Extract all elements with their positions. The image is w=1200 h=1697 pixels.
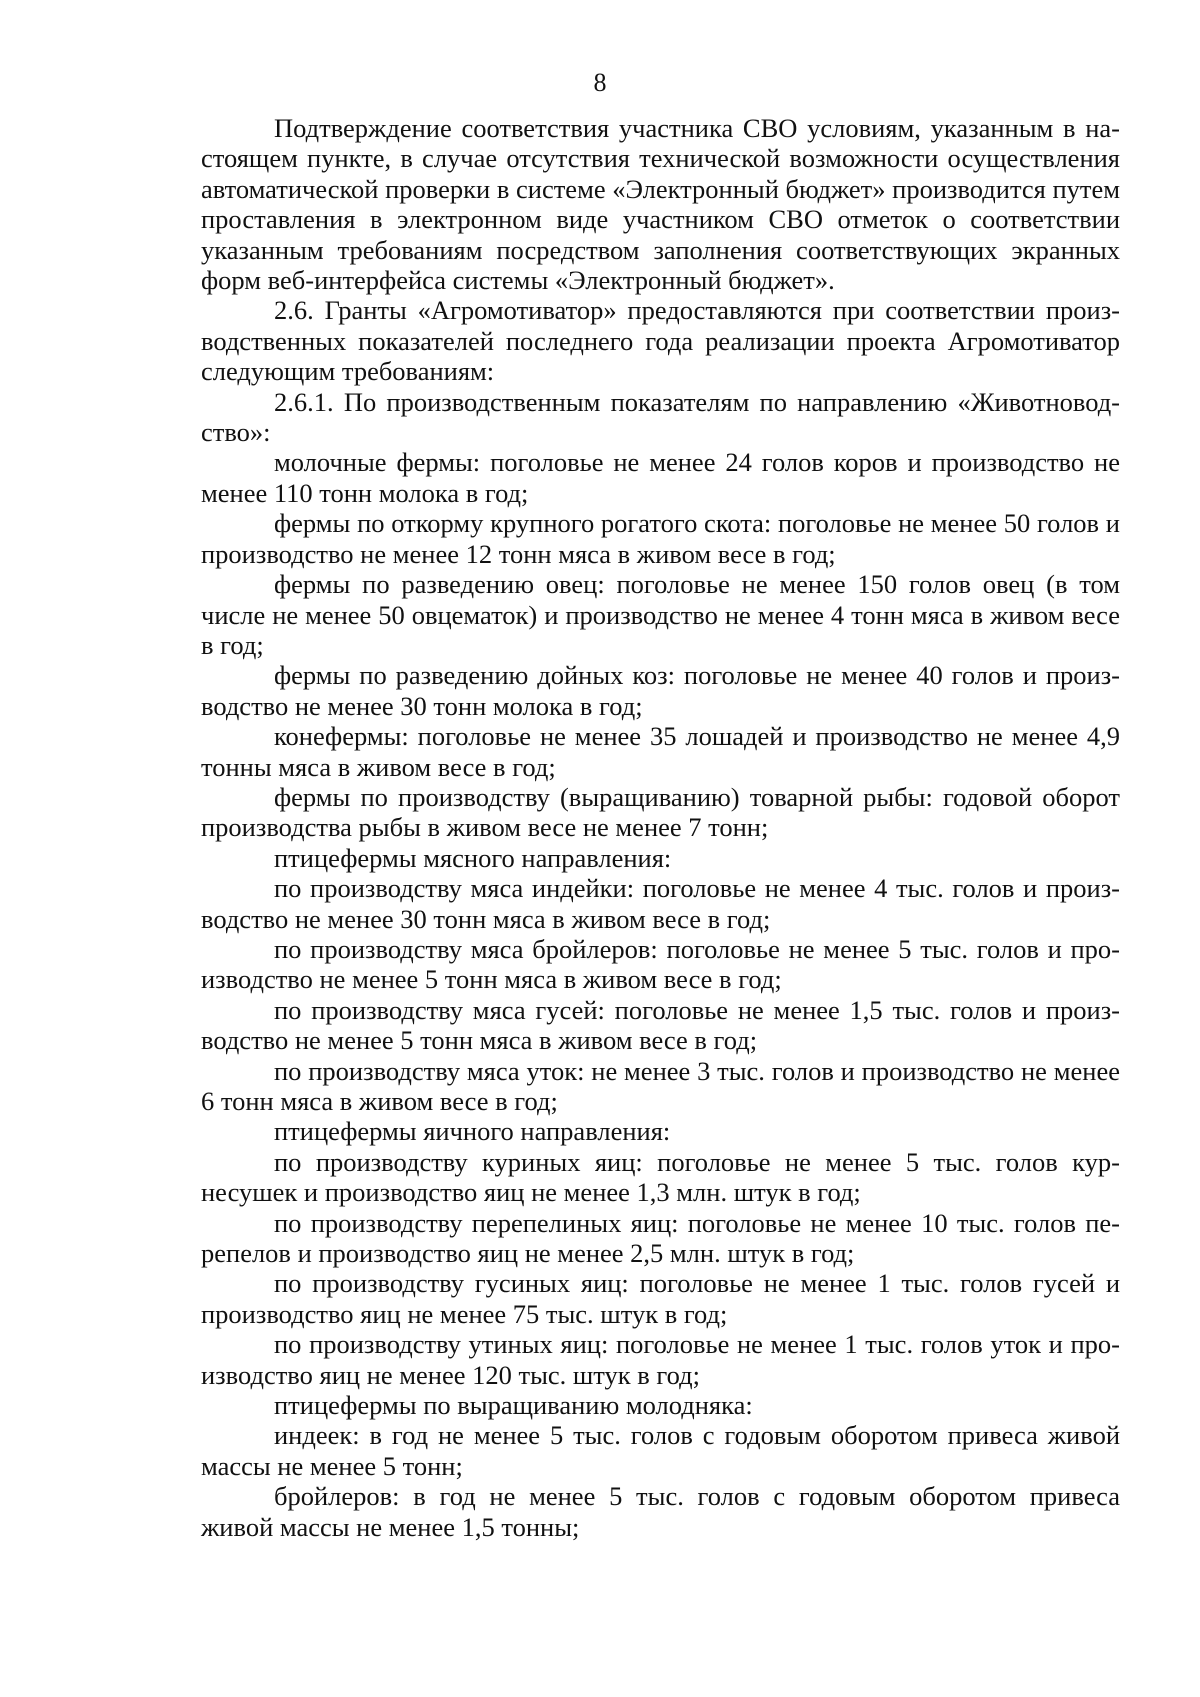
paragraph-young-turkeys: индеек: в год не менее 5 тыс. голов с годовым оборотом привеса живой массы не менее 5 тонн; xyxy=(201,1420,1120,1481)
paragraph-2-6-1: 2.6.1. По производственным показателям по направлению «Животноводство»: xyxy=(201,386,1120,448)
paragraph-svo-confirmation: Подтверждение соответствия участника СВО условиям, указанным в настоящем пункте, в случае отсутствия технической возможности осуществления автоматической проверки в системе «Электронный бюджет» производится путем проставления в электронном виде участником СВО отметок о соответствии указанным требованиям посредством заполнения соответствующих экранных форм веб-интерфейса системы «Электронный бюджет». xyxy=(201,113,1120,296)
paragraph-goat-farms: фермы по разведению дойных коз: поголовье не менее 40 голов и производство не менее 30 тонн молока в год; xyxy=(201,660,1120,721)
paragraph-chicken-eggs: по производству куриных яиц: поголовье не менее 5 тыс. голов курнесушек и производство яиц не менее 1,3 млн. штук в год; xyxy=(201,1146,1120,1208)
page-number: 8 xyxy=(593,68,607,97)
paragraph-goose-eggs: по производству гусиных яиц: поголовье не менее 1 тыс. голов гусей и производство яиц не менее 75 тыс. штук в год; xyxy=(201,1268,1120,1329)
paragraph-young-broilers: бройлеров: в год не менее 5 тыс. голов с годовым оборотом привеса живой массы не менее 1,5 тонны; xyxy=(201,1481,1120,1542)
paragraph-fish-farms: фермы по производству (выращиванию) товарной рыбы: годовой оборот производства рыбы в живом весе не менее 7 тонн; xyxy=(201,781,1120,843)
paragraph-quail-eggs: по производству перепелиных яиц: поголовье не менее 10 тыс. голов перепелов и производство яиц не менее 2,5 млн. штук в год; xyxy=(201,1207,1120,1269)
paragraph-2-6: 2.6. Гранты «Агромотиватор» предоставляются при соответствии производственных показателей последнего года реализации проекта Агромотиватор следующим требованиям: xyxy=(201,295,1120,387)
paragraph-cattle-fattening: фермы по откорму крупного рогатого скота: поголовье не менее 50 голов и производство не менее 12 тонн мяса в живом весе в год; xyxy=(201,508,1120,569)
document-body xyxy=(201,113,1120,1542)
paragraph-duck-meat: по производству мяса уток: не менее 3 тыс. голов и производство не менее 6 тонн мяса в живом весе в год; xyxy=(201,1055,1120,1116)
paragraph-horse-farms: конефермы: поголовье не менее 35 лошадей и производство не менее 4,9 тонны мяса в живом весе в год; xyxy=(201,721,1120,782)
paragraph-duck-eggs: по производству утиных яиц: поголовье не менее 1 тыс. голов уток и производство яиц не менее 120 тыс. штук в год; xyxy=(201,1329,1120,1390)
paragraph-turkey-meat: по производству мяса индейки: поголовье не менее 4 тыс. голов и производство не менее 30 тонн мяса в живом весе в год; xyxy=(201,873,1120,934)
paragraph-young-poultry-heading: птицефермы по выращиванию молодняка: xyxy=(274,1390,753,1421)
paragraph-sheep-farms: фермы по разведению овец: поголовье не менее 150 голов овец (в том числе не менее 50 овцематок) и производство не менее 4 тонн мяса в живом весе в год; xyxy=(201,569,1120,660)
paragraph-poultry-meat-heading: птицефермы мясного направления: xyxy=(274,842,672,873)
paragraph-dairy-farms: молочные фермы: поголовье не менее 24 голов коров и производство не менее 110 тонн молока в год; xyxy=(201,447,1120,508)
paragraph-goose-meat: по производству мяса гусей: поголовье не менее 1,5 тыс. голов и производство не менее 5 тонн мяса в живом весе в год; xyxy=(201,994,1120,1056)
paragraph-broiler-meat: по производству мяса бройлеров: поголовье не менее 5 тыс. голов и производство не менее 5 тонн мяса в живом весе в год; xyxy=(201,933,1120,995)
paragraph-poultry-egg-heading: птицефермы яичного направления: xyxy=(274,1116,671,1147)
